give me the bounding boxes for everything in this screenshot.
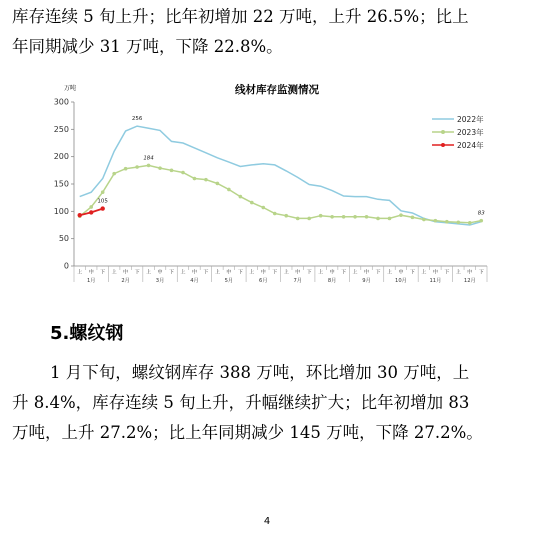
x-dekad-label: 下	[444, 269, 450, 276]
x-month-label: 4月	[190, 278, 199, 284]
data-point	[353, 215, 357, 219]
data-point	[284, 214, 288, 218]
x-dekad-label: 中	[364, 269, 370, 276]
data-point	[457, 220, 461, 224]
x-month-label: 7月	[293, 278, 302, 284]
data-point	[78, 213, 82, 217]
data-point	[388, 217, 392, 221]
x-dekad-label: 中	[123, 269, 129, 276]
x-month-label: 11月	[429, 278, 442, 284]
x-dekad-label: 下	[203, 269, 209, 276]
y-tick-label: 150	[53, 179, 69, 189]
data-point	[239, 195, 243, 199]
data-point	[204, 178, 208, 182]
x-dekad-label: 下	[306, 269, 312, 276]
x-dekad-label: 上	[386, 269, 392, 276]
intro-line-2: 年同期减少 31 万吨，下降 22.8%。	[12, 37, 283, 56]
x-dekad-label: 下	[237, 269, 243, 276]
intro-line-1: 库存连续 5 旬上升；比年初增加 22 万吨，上升 26.5%；比上	[12, 7, 469, 26]
data-point	[261, 206, 265, 210]
x-dekad-label: 下	[409, 269, 415, 276]
x-dekad-label: 中	[432, 269, 438, 276]
legend-swatch-marker	[441, 130, 445, 134]
data-label: 184	[143, 155, 154, 162]
y-tick-label: 250	[53, 124, 69, 134]
x-dekad-label: 上	[455, 269, 461, 276]
series-2024年	[78, 199, 109, 218]
section-heading: 5.螺纹钢	[50, 323, 124, 344]
data-point	[124, 167, 128, 171]
x-dekad-label: 上	[111, 269, 117, 276]
x-dekad-label: 上	[214, 269, 220, 276]
x-dekad-label: 上	[77, 269, 83, 276]
series-line	[80, 165, 482, 222]
x-month-label: 12月	[463, 278, 476, 284]
data-point	[101, 190, 105, 194]
x-dekad-label: 中	[191, 269, 197, 276]
data-point	[307, 217, 311, 221]
x-dekad-label: 上	[283, 269, 289, 276]
x-dekad-label: 上	[318, 269, 324, 276]
data-point	[181, 171, 185, 175]
rebar-line-2: 升 8.4%，库存连续 5 旬上升，升幅继续扩大；比年初增加 83	[12, 393, 470, 412]
x-dekad-label: 中	[467, 269, 473, 276]
data-point	[376, 217, 380, 221]
rebar-line-1: 1 月下旬，螺纹钢库存 388 万吨，环比增加 30 万吨，上	[50, 363, 470, 382]
x-month-label: 1月	[86, 278, 96, 284]
data-point	[399, 213, 403, 217]
legend-item	[432, 114, 484, 124]
y-tick-label: 300	[53, 97, 69, 107]
data-point	[89, 210, 93, 214]
rebar-line-3: 万吨，上升 27.2%；比上年同期减少 145 万吨，下降 27.2%。	[12, 423, 483, 442]
intro-paragraph	[12, 2, 527, 62]
x-dekad-label: 上	[249, 269, 255, 276]
data-point	[89, 205, 93, 209]
data-point	[100, 206, 104, 210]
y-tick-label: 50	[58, 234, 69, 244]
data-point	[445, 220, 449, 224]
data-point	[319, 214, 323, 218]
chart-axes	[54, 98, 487, 285]
series-2023年	[78, 155, 485, 224]
data-point	[227, 188, 231, 192]
x-dekad-label: 下	[134, 269, 140, 276]
x-dekad-label: 下	[375, 269, 381, 276]
legend-item	[432, 140, 484, 150]
y-tick-label: 0	[63, 261, 69, 271]
page-number: 4	[263, 516, 271, 527]
series-line	[80, 126, 482, 225]
y-tick-label: 100	[53, 206, 69, 216]
chart-series	[78, 116, 486, 225]
data-label: 83	[477, 210, 485, 217]
data-point	[296, 217, 300, 221]
x-month-label: 9月	[362, 278, 371, 284]
chart-svg	[40, 76, 500, 294]
data-label: 256	[131, 116, 143, 123]
x-dekad-label: 上	[421, 269, 427, 276]
chart-legend	[432, 114, 484, 150]
chart-title: 线材库存监测情况	[235, 84, 319, 96]
x-dekad-label: 中	[295, 269, 301, 276]
series-2022年	[80, 116, 482, 225]
wire-rod-inventory-chart	[40, 76, 500, 294]
data-point	[342, 215, 346, 219]
legend-label: 2024年	[457, 141, 484, 150]
data-point	[158, 166, 162, 170]
data-point	[135, 165, 139, 169]
y-tick-label: 200	[53, 152, 69, 162]
x-month-label: 10月	[395, 278, 407, 284]
data-label: 105	[97, 198, 108, 205]
data-point	[479, 219, 483, 223]
legend-item	[432, 127, 484, 137]
x-dekad-label: 下	[272, 269, 278, 276]
x-month-label: 6月	[259, 278, 268, 284]
data-point	[273, 212, 277, 216]
x-dekad-label: 中	[157, 269, 163, 276]
y-axis-label: 万吨	[63, 85, 77, 92]
x-dekad-label: 中	[329, 269, 335, 276]
x-dekad-label: 上	[180, 269, 186, 276]
x-dekad-label: 中	[88, 269, 94, 276]
x-month-label: 8月	[327, 278, 337, 284]
data-point	[170, 169, 174, 173]
x-dekad-label: 中	[260, 269, 266, 276]
x-dekad-label: 下	[478, 269, 484, 276]
data-point	[468, 221, 472, 225]
x-dekad-label: 中	[226, 269, 232, 276]
x-dekad-label: 下	[341, 269, 347, 276]
rebar-paragraph	[12, 358, 527, 448]
x-dekad-label: 上	[146, 269, 152, 276]
legend-label: 2023年	[457, 128, 484, 137]
legend-label: 2022年	[457, 115, 484, 124]
x-dekad-label: 下	[100, 269, 106, 276]
x-dekad-label: 下	[169, 269, 175, 276]
data-point	[330, 215, 334, 219]
data-point	[434, 219, 438, 223]
data-point	[422, 218, 426, 222]
legend-swatch-marker	[441, 143, 445, 147]
data-point	[112, 172, 116, 176]
data-point	[411, 216, 415, 220]
x-dekad-label: 上	[352, 269, 358, 276]
x-month-label: 2月	[121, 278, 130, 284]
x-month-label: 5月	[224, 278, 234, 284]
data-point	[147, 164, 151, 168]
data-point	[193, 177, 197, 181]
data-point	[216, 182, 220, 186]
x-month-label: 3月	[155, 278, 165, 284]
x-dekad-label: 中	[398, 269, 404, 276]
data-point	[365, 215, 369, 219]
data-point	[250, 201, 254, 205]
